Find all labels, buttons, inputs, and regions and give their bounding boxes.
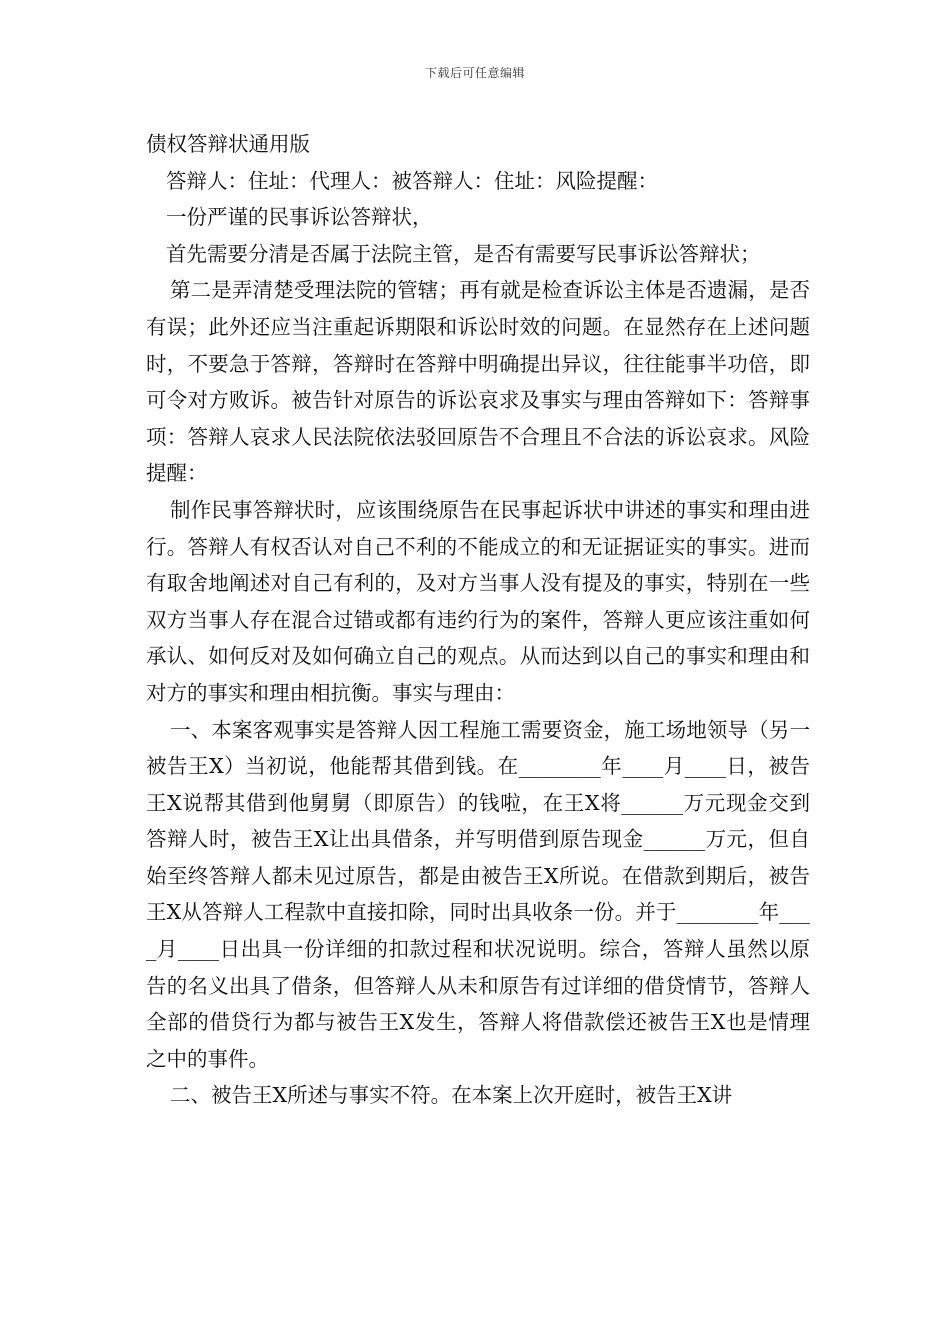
paragraph-parties: 答辩人：住址：代理人：被答辩人：住址：风险提醒： — [166, 168, 658, 193]
paragraph-facts-two: 二、被告王X所述与事实不符。在本案上次开庭时，被告王X讲 — [170, 1083, 733, 1108]
paragraph-intro: 一份严谨的民事诉讼答辩状， — [166, 205, 433, 230]
paragraph-facts-one: 一、本案客观事实是答辩人因工程施工需要资金，施工场地领导（另一被告王X）当初说，他能帮其借到钱。在________年____月____日，被告王X说帮其借到他舅舅（即原告）的钱啦，在王X将______万元现金交到答辩人时，被告王X让出具借条，并写明借到原告现金______万元，但自始至终答辩人都未见过原告，都是由被告王X所说。在借款到期后，被告王X从答辩人工程款中直接扣除，同时出具收条一份。并于________年____月____日出具一份详细的扣款过程和状况说明。综合，答辩人虽然以原告的名义出具了借条，但答辩人从未和原告有过详细的借贷情节，答辩人全部的借贷行为都与被告王X发生，答辩人将借款偿还被告王X也是情理之中的事件。 — [146, 717, 810, 1071]
document-title: 债权答辩状通用版 — [146, 132, 310, 156]
page-header-note: 下载后可任意编辑 — [424, 66, 525, 80]
paragraph-drafting-advice: 制作民事答辩状时，应该围绕原告在民事起诉状中讲述的事实和理由进行。答辩人有权否认对自己不利的不能成立的和无证据证实的事实。进而有取舍地阐述对自己有利的，及对方当事人没有提及的事实，特别在一些双方当事人存在混合过错或都有违约行为的案件，答辩人更应该注重如何承认、如何反对及如何确立自己的观点。从而达到以自己的事实和理由和对方的事实和理由相抗衡。事实与理由： — [146, 497, 810, 705]
paragraph-second-point: 第二是弄清楚受理法院的管辖；再有就是检查诉讼主体是否遗漏，是否有误；此外还应当注重起诉期限和诉讼时效的问题。在显然存在上述问题时，不要急于答辩，答辩时在答辩中明确提出异议，往往能事半功倍，即可令对方败诉。被告针对原告的诉讼哀求及事实与理由答辩如下：答辩事项：答辩人哀求人民法院依法驳回原告不合理且不合法的诉讼哀求。风险提醒： — [146, 278, 810, 486]
document-body — [146, 126, 810, 1114]
paragraph-first-point: 首先需要分清是否属于法院主管，是否有需要写民事诉讼答辩状； — [166, 241, 761, 266]
